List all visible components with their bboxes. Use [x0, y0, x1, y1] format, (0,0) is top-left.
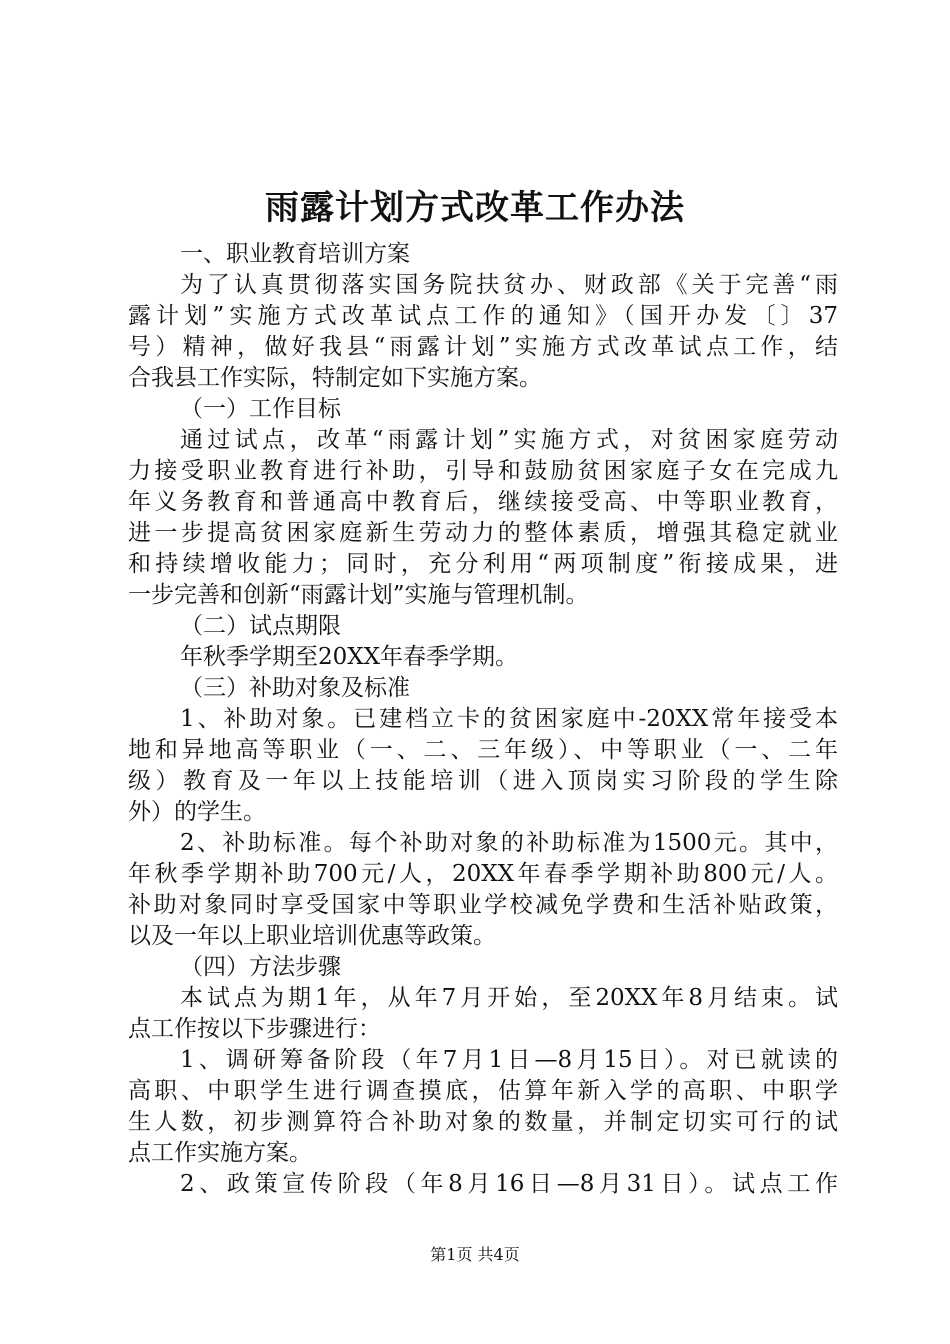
paragraph-line: 号）精神，做好我县“雨露计划”实施方式改革试点工作，结 [128, 334, 838, 360]
paragraph-line: 年义务教育和普通高中教育后，继续接受高、中等职业教育， [128, 489, 838, 515]
paragraph-line: 2、补助标准。每个补助对象的补助标准为1500元。其中， [180, 830, 838, 856]
paragraph-line: 地和异地高等职业（一、二、三年级）、中等职业（一、二年 [128, 737, 838, 763]
page-number-footer: 第1页 共4页 [430, 1245, 520, 1264]
paragraph-line: 本试点为期1年，从年7月开始，至20XX年8月结束。试 [180, 985, 838, 1011]
paragraph-line: 点工作按以下步骤进行： [128, 1016, 381, 1042]
paragraph-line: 通过试点，改革“雨露计划”实施方式，对贫困家庭劳动 [180, 427, 838, 453]
subsection-heading: （一）工作目标 [180, 396, 341, 422]
paragraph-line: 点工作实施方案。 [128, 1140, 312, 1166]
paragraph-line: 高职、中职学生进行调查摸底，估算年新入学的高职、中职学 [128, 1078, 838, 1104]
paragraph-line: 补助对象同时享受国家中等职业学校减免学费和生活补贴政策， [128, 892, 838, 918]
document-body [128, 239, 838, 1200]
paragraph-line: 露计划”实施方式改革试点工作的通知》（国开办发〔〕37 [128, 303, 838, 329]
paragraph-line: 和持续增收能力；同时，充分利用“两项制度”衔接成果，进 [128, 551, 838, 577]
paragraph-line: 级）教育及一年以上技能培训（进入顶岗实习阶段的学生除 [128, 768, 838, 794]
subsection-heading: （三）补助对象及标准 [180, 675, 410, 701]
paragraph-line: 为了认真贯彻落实国务院扶贫办、财政部《关于完善“雨 [180, 272, 838, 298]
paragraph-line: 外）的学生。 [128, 799, 266, 825]
paragraph-line: 1、补助对象。已建档立卡的贫困家庭中-20XX常年接受本 [180, 706, 838, 732]
paragraph-line: 生人数，初步测算符合补助对象的数量，并制定切实可行的试 [128, 1109, 838, 1135]
paragraph-line: 进一步提高贫困家庭新生劳动力的整体素质，增强其稳定就业 [128, 520, 838, 546]
document-title: 雨露计划方式改革工作办法 [265, 188, 685, 228]
paragraph-line: 1、调研筹备阶段（年7月1日—8月15日）。对已就读的 [180, 1047, 838, 1073]
paragraph-line: 2、政策宣传阶段（年8月16日—8月31日）。试点工作 [180, 1171, 838, 1197]
subsection-heading: （二）试点期限 [180, 613, 341, 639]
paragraph-line: 力接受职业教育进行补助，引导和鼓励贫困家庭子女在完成九 [128, 458, 838, 484]
subsection-heading: （四）方法步骤 [180, 954, 341, 980]
paragraph-line: 年秋季学期至20XX年春季学期。 [180, 644, 519, 670]
paragraph-line: 合我县工作实际，特制定如下实施方案。 [128, 365, 542, 391]
paragraph-line: 年秋季学期补助700元/人，20XX年春季学期补助800元/人。 [128, 861, 838, 887]
section-heading: 一、职业教育培训方案 [180, 241, 410, 267]
paragraph-line: 以及一年以上职业培训优惠等政策。 [128, 923, 496, 949]
paragraph-line: 一步完善和创新“雨露计划”实施与管理机制。 [128, 582, 589, 608]
